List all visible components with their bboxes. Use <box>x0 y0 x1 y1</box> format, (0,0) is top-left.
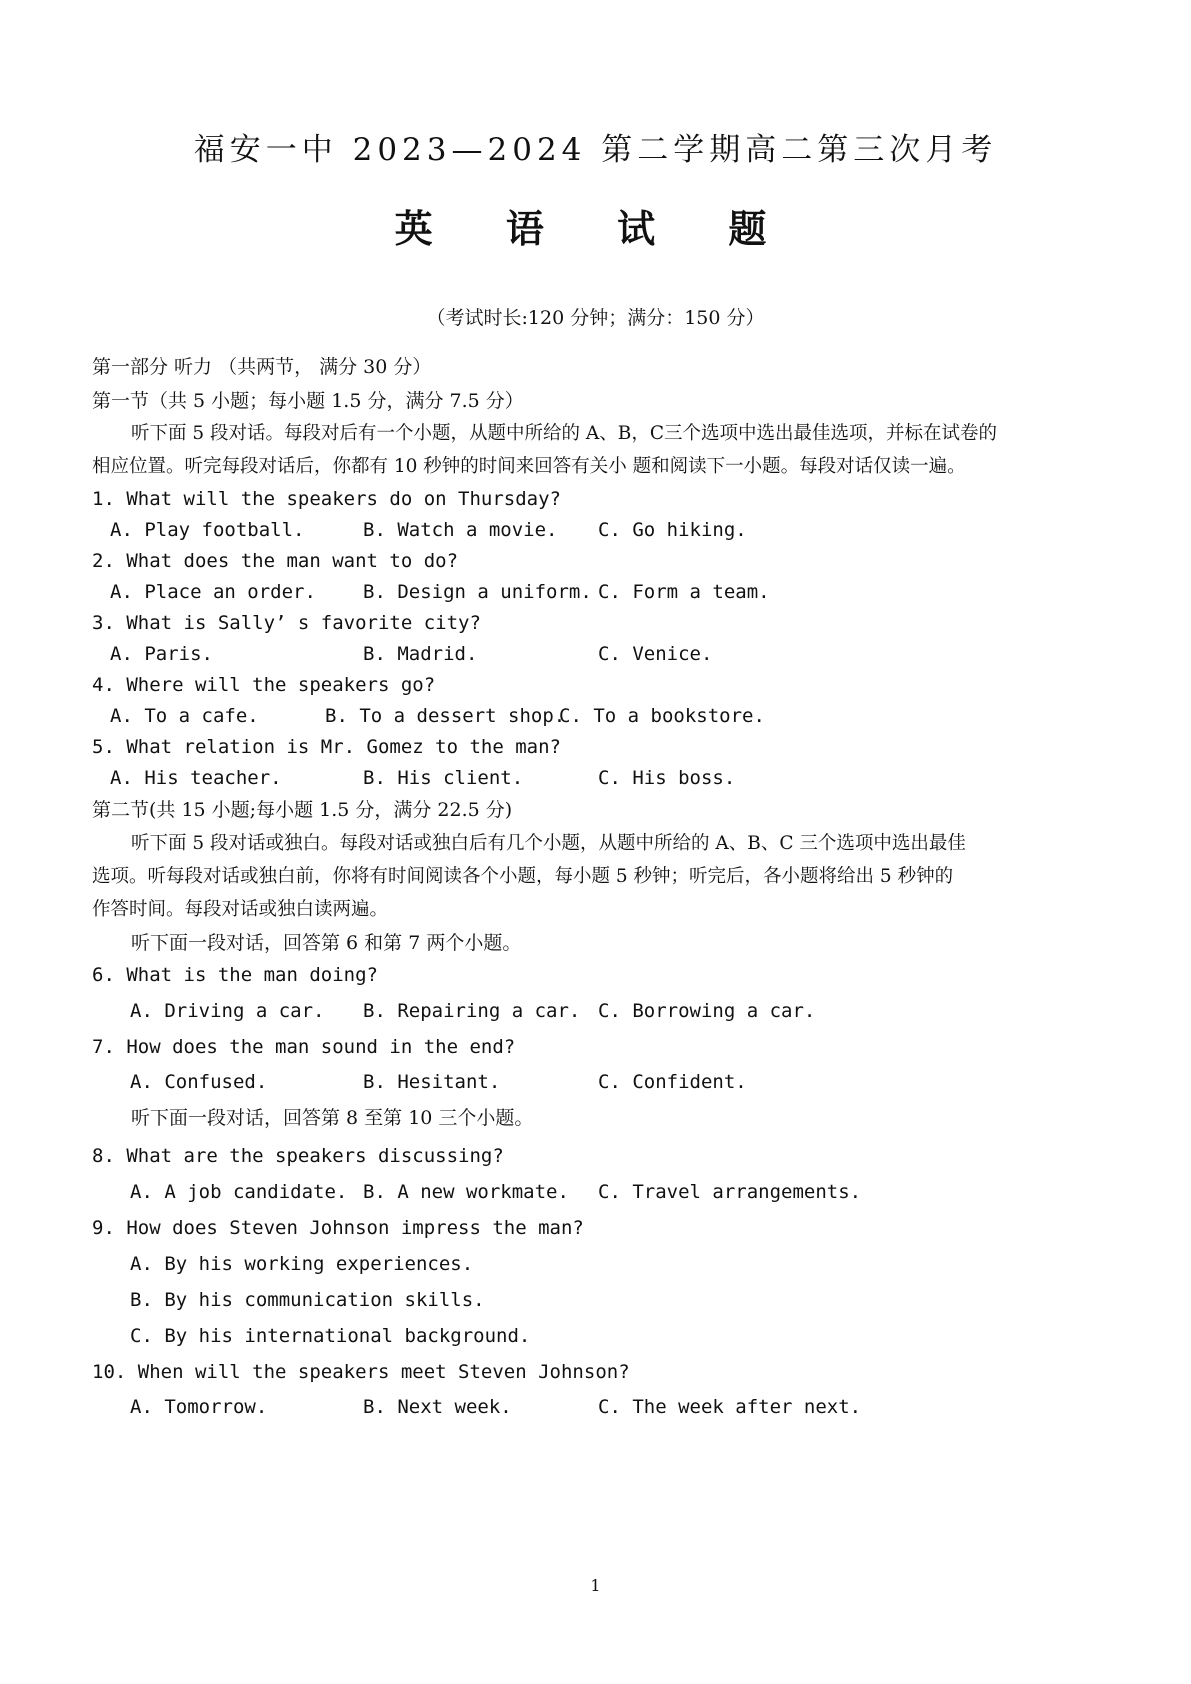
question-stem: 4. Where will the speakers go? <box>92 674 436 696</box>
section2-instructions: 作答时间。每段对话或独白读两遍。 <box>92 899 389 920</box>
option-b: B. Design a uniform. <box>363 581 592 603</box>
option-c: C. Venice. <box>598 643 713 665</box>
section1-heading: 第一节（共 5 小题；每小题 1.5 分，满分 7.5 分） <box>92 390 524 412</box>
option-b: B. Watch a movie. <box>363 519 558 541</box>
subject-title: 英 语 试 题 <box>394 206 797 251</box>
option-b: B. His client. <box>363 767 524 789</box>
section2-instructions: 听下面 5 段对话或独白。每段对话或独白后有几个小题，从题中所给的 A、B、C 三个选项中选出最佳 <box>131 833 966 854</box>
section1-instructions: 相应位置。听完每段对话后，你都有 10 秒钟的时间来回答有关小 题和阅读下一小题。每段对话仅读一遍。 <box>92 456 966 477</box>
dialogue-note: 听下面一段对话，回答第 6 和第 7 两个小题。 <box>131 932 522 954</box>
option-b: B. Madrid. <box>363 643 478 665</box>
question-stem: 3. What is Sally’ s favorite city? <box>92 612 481 634</box>
question-stem: 10. When will the speakers meet Steven Johnson? <box>92 1361 630 1383</box>
option-c: C. By his international background. <box>130 1325 531 1347</box>
option-a: A. His teacher. <box>110 767 282 789</box>
option-c: C. Travel arrangements. <box>598 1181 862 1203</box>
option-c: C. Confident. <box>598 1071 747 1093</box>
section1-instructions: 听下面 5 段对话。每段对后有一个小题，从题中所给的 A、B，C三个选项中选出最佳选项，并标在试卷的 <box>131 423 998 444</box>
option-a: A. Play football. <box>110 519 305 541</box>
question-stem: 8. What are the speakers discussing? <box>92 1145 504 1167</box>
page-number: 1 <box>590 1576 601 1595</box>
exam-title: 福安一中 2023—2024 第二学期高二第三次月考 <box>193 132 998 168</box>
section2-heading: 第二节(共 15 小题;每小题 1.5 分，满分 22.5 分) <box>92 799 513 821</box>
option-c: C. Form a team. <box>598 581 770 603</box>
option-a: A. Tomorrow. <box>130 1396 268 1418</box>
option-b: B. Hesitant. <box>363 1071 501 1093</box>
option-c: C. Go hiking. <box>598 519 747 541</box>
part1-heading: 第一部分 听力 （共两节， 满分 30 分） <box>92 356 432 378</box>
dialogue-note: 听下面一段对话，回答第 8 至第 10 三个小题。 <box>131 1107 534 1129</box>
question-stem: 2. What does the man want to do? <box>92 550 459 572</box>
question-stem: 1. What will the speakers do on Thursday? <box>92 488 561 510</box>
option-c: C. Borrowing a car. <box>598 1000 816 1022</box>
question-stem: 5. What relation is Mr. Gomez to the man? <box>92 736 561 758</box>
option-a: A. Paris. <box>110 643 213 665</box>
exam-info: （考试时长:120 分钟；满分：150 分） <box>426 307 765 329</box>
section2-instructions: 选项。听每段对话或独白前，你将有时间阅读各个小题，每小题 5 秒钟；听完后，各小题将给出 5 秒钟的 <box>92 866 954 887</box>
option-a: A. Place an order. <box>110 581 316 603</box>
option-a: A. To a cafe. <box>110 705 259 727</box>
option-b: B. Next week. <box>363 1396 512 1418</box>
option-c: C. The week after next. <box>598 1396 862 1418</box>
question-stem: 6. What is the man doing? <box>92 964 378 986</box>
question-stem: 7. How does the man sound in the end? <box>92 1036 516 1058</box>
option-a: A. By his working experiences. <box>130 1253 474 1275</box>
option-a: A. A job candidate. <box>130 1181 348 1203</box>
option-c: C. His boss. <box>598 767 736 789</box>
option-b: B. A new workmate. <box>363 1181 569 1203</box>
option-a: A. Driving a car. <box>130 1000 325 1022</box>
option-c: C. To a bookstore. <box>559 705 765 727</box>
question-stem: 9. How does Steven Johnson impress the man? <box>92 1217 584 1239</box>
option-a: A. Confused. <box>130 1071 268 1093</box>
option-b: B. Repairing a car. <box>363 1000 581 1022</box>
option-b: B. By his communication skills. <box>130 1289 485 1311</box>
option-b: B. To a dessert shop. <box>325 705 566 727</box>
